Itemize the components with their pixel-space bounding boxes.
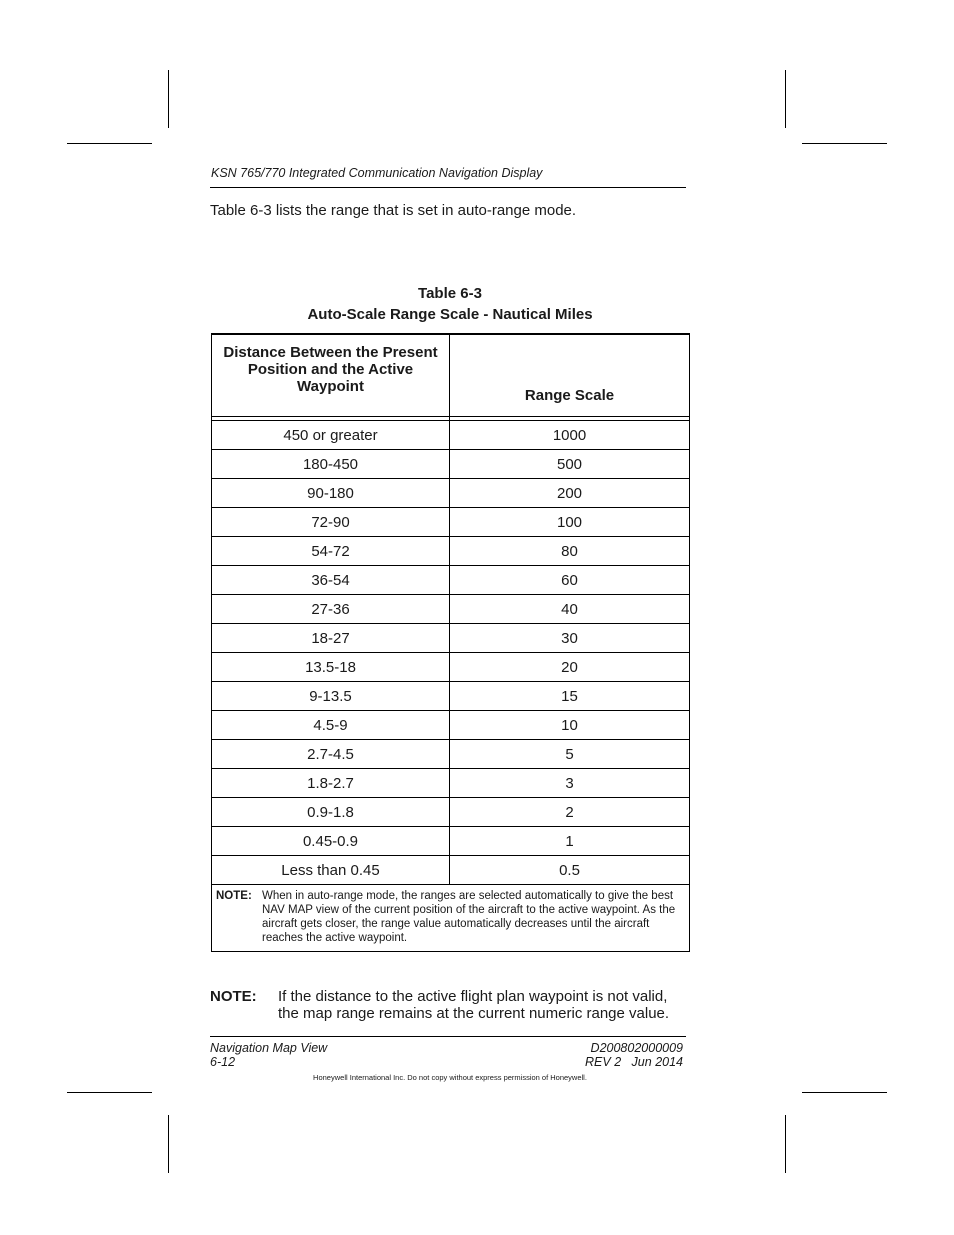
table-row [212,450,690,479]
range-scale-cell: 20 [450,653,690,682]
table-row [212,682,690,711]
range-scale-cell: 1 [450,827,690,856]
distance-cell: 13.5-18 [212,653,450,682]
table-row [212,798,690,827]
distance-cell: 90-180 [212,479,450,508]
page-note [210,988,690,1022]
range-scale-cell: 3 [450,769,690,798]
distance-cell: 9-13.5 [212,682,450,711]
footer-right [520,1041,683,1069]
table-row [212,711,690,740]
table-note-row [212,885,690,952]
distance-cell: 0.9-1.8 [212,798,450,827]
range-scale-cell: 60 [450,566,690,595]
footer-revision: REV 2 Jun 2014 [585,1055,683,1069]
range-scale-cell: 500 [450,450,690,479]
footer-page-number: 6-12 [210,1055,236,1069]
page-note-text: If the distance to the active flight plan waypoint is not valid, the map range remains at the current numeric range value. [278,988,670,1022]
table-row [212,740,690,769]
distance-cell: 180-450 [212,450,450,479]
table-row [212,827,690,856]
table-row [212,856,690,885]
table-caption-number: Table 6-3 [418,285,482,302]
distance-cell: 54-72 [212,537,450,566]
range-scale-cell: 0.5 [450,856,690,885]
crop-mark [802,143,887,144]
table-row [212,508,690,537]
crop-mark [168,70,169,128]
range-scale-cell: 10 [450,711,690,740]
range-scale-table [211,333,689,952]
page-note-label: NOTE: [210,988,257,1005]
table-row [212,421,690,450]
table-row [212,537,690,566]
table-note-label: NOTE: [216,890,252,902]
crop-mark [785,70,786,128]
header-rule [210,187,686,188]
table-row [212,653,690,682]
crop-mark [67,1092,152,1093]
distance-cell: 0.45-0.9 [212,827,450,856]
range-scale-cell: 200 [450,479,690,508]
table-caption-title: Auto-Scale Range Scale - Nautical Miles [307,306,593,323]
crop-mark [802,1092,887,1093]
running-header: KSN 765/770 Integrated Communication Navigation Display [211,166,543,180]
range-scale-cell: 30 [450,624,690,653]
range-scale-cell: 2 [450,798,690,827]
table-header-row [212,334,690,417]
copyright-notice: Honeywell International Inc. Do not copy without express permission of Honeywell. [313,1073,587,1082]
crop-mark [168,1115,169,1173]
table-row [212,479,690,508]
column-header-range-scale: Range Scale [450,334,690,417]
distance-cell: 4.5-9 [212,711,450,740]
range-scale-cell: 5 [450,740,690,769]
distance-cell: 72-90 [212,508,450,537]
distance-cell: 36-54 [212,566,450,595]
table-row [212,566,690,595]
footer-section: Navigation Map View [210,1041,328,1055]
distance-cell: 18-27 [212,624,450,653]
distance-cell: Less than 0.45 [212,856,450,885]
table-row [212,624,690,653]
distance-cell: 2.7-4.5 [212,740,450,769]
footer-left [210,1041,327,1069]
crop-mark [785,1115,786,1173]
range-scale-cell: 40 [450,595,690,624]
distance-cell: 450 or greater [212,421,450,450]
distance-cell: 1.8-2.7 [212,769,450,798]
crop-mark [67,143,152,144]
table-row [212,595,690,624]
column-header-distance: Distance Between the Present Position and the Active Waypoint [212,334,450,417]
range-scale-cell: 100 [450,508,690,537]
footer-doc-number: D200802000009 [590,1041,683,1055]
table-note [212,885,690,952]
range-scale-cell: 80 [450,537,690,566]
range-scale-cell: 1000 [450,421,690,450]
intro-paragraph: Table 6-3 lists the range that is set in auto-range mode. [210,202,577,219]
table-row [212,769,690,798]
distance-cell: 27-36 [212,595,450,624]
table-note-text: When in auto-range mode, the ranges are selected automatically to give the best NAV MAP view of the current position of the aircraft to the active waypoint. As the aircraft gets closer, the range value automatically decreases until the aircraft reaches the active waypoint. [262,890,676,944]
footer-rule [210,1036,686,1037]
range-scale-cell: 15 [450,682,690,711]
